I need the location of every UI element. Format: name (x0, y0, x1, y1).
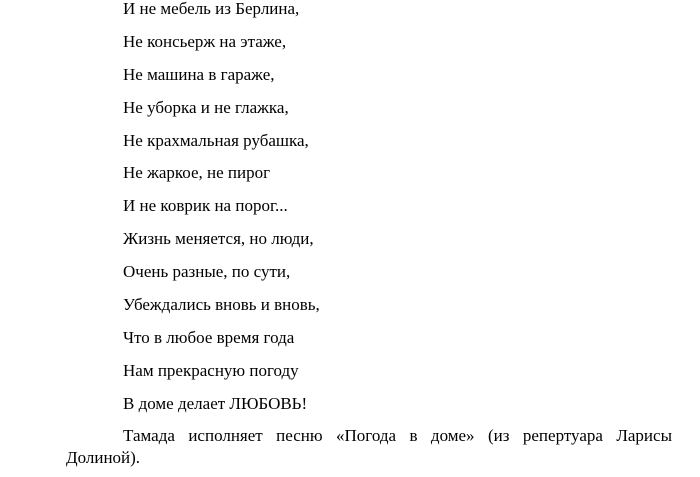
stage-direction-paragraph (66, 425, 672, 469)
verse-line: Жизнь меняется, но люди, (123, 229, 314, 249)
paragraph-line: Долиной). (66, 448, 141, 467)
verse-line: Очень разные, по сути, (123, 262, 291, 282)
verse-line: И не мебель из Берлина, (123, 0, 300, 18)
verse-line: Убеждались вновь и вновь, (123, 295, 320, 315)
verse-line: Не крахмальная рубашка, (123, 130, 309, 150)
verse-line: Не консьерж на этаже, (123, 31, 287, 51)
verse-line: Нам прекрасную погоду (123, 360, 299, 380)
verse-line: Не жаркое, не пирог (123, 163, 271, 183)
verse-line: И не коврик на порог... (123, 196, 288, 216)
verse-line: Не машина в гараже, (123, 64, 275, 84)
verse-line: Не уборка и не глажка, (123, 97, 289, 117)
verse-line: Что в любое время года (123, 327, 295, 347)
verse-line: В доме делает ЛЮБОВЬ! (123, 393, 308, 413)
paragraph-line: Тамада исполняет песню «Погода в доме» (из репертуара Ларисы (123, 426, 672, 445)
poem-verse (123, 0, 320, 426)
